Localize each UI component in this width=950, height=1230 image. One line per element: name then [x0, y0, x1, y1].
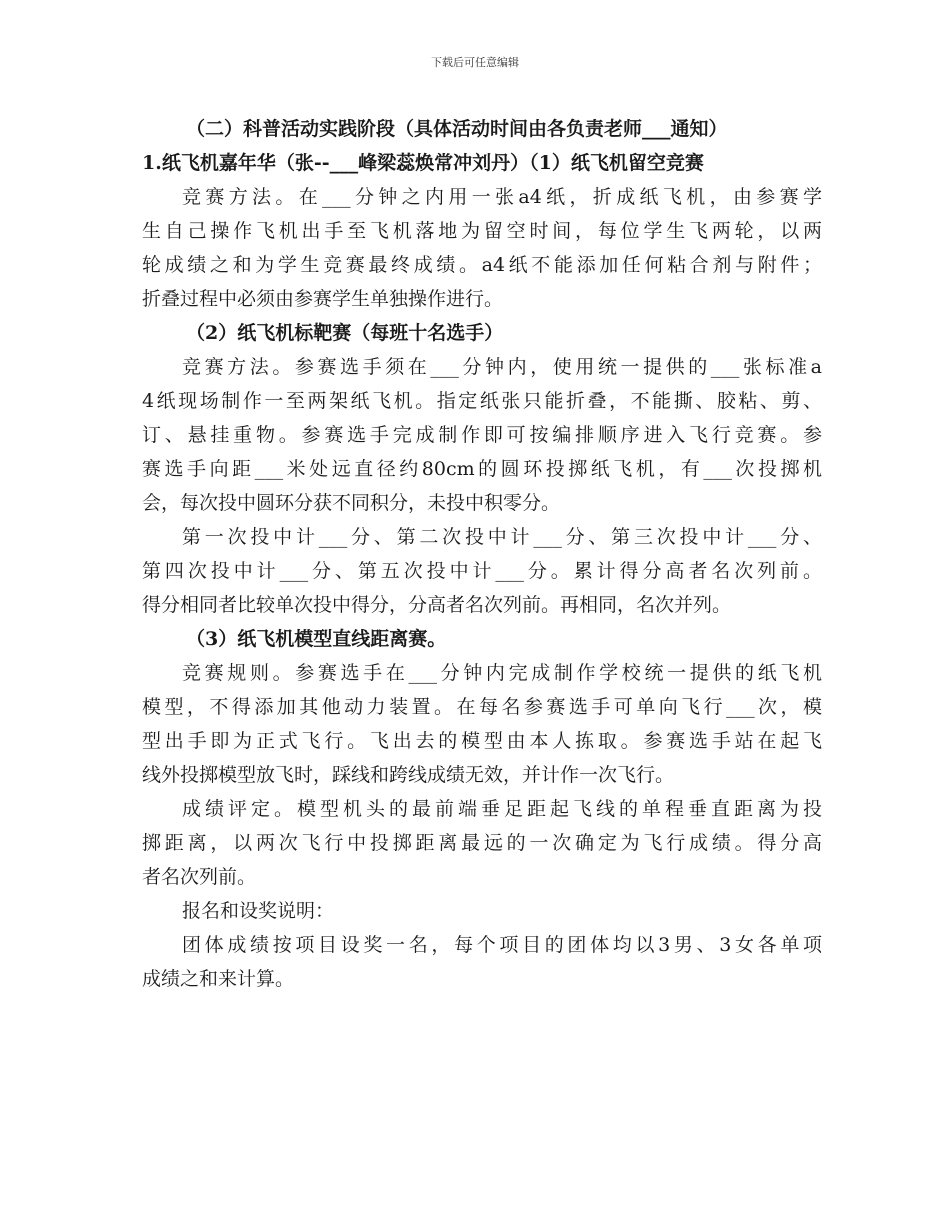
subsection-heading: （2）纸飞机标靶赛（每班十名选手） — [186, 322, 504, 344]
paragraph-line: 报名和设奖说明： — [182, 900, 335, 922]
paragraph-line: 竞赛规则。参赛选手在___分钟内完成制作学校统一提供的纸飞机 — [182, 662, 822, 684]
paragraph-line: 竞赛方法。参赛选手须在___分钟内，使用统一提供的___张标准a — [182, 356, 822, 378]
paragraph-line: 竞赛方法。在___分钟之内用一张a4纸，折成纸飞机，由参赛学 — [182, 186, 822, 208]
subsection-heading: （3）纸飞机模型直线距离赛。 — [186, 628, 447, 650]
subsection-heading: 1.纸飞机嘉年华（张--___峰梁蕊焕常冲刘丹）（1）纸飞机留空竞赛 — [142, 152, 704, 174]
paragraph-line: 型出手即为正式飞行。飞出去的模型由本人拣取。参赛选手站在起飞 — [142, 730, 822, 752]
page-header-note: 下载后可任意编辑 — [431, 56, 519, 69]
paragraph-line: 得分相同者比较单次投中得分，分高者名次列前。再相同，名次并列。 — [142, 594, 732, 616]
paragraph-line: 者名次列前。 — [142, 866, 257, 888]
paragraph-line: 掷距离，以两次飞行中投掷距离最远的一次确定为飞行成绩。得分高 — [142, 832, 822, 854]
paragraph-line: 折叠过程中必须由参赛学生单独操作进行。 — [142, 288, 504, 310]
section-heading: （二）科普活动实践阶段（具体活动时间由各负责老师___通知） — [186, 118, 728, 140]
paragraph-line: 第四次投中计___分、第五次投中计___分。累计得分高者名次列前。 — [142, 560, 822, 582]
document-body — [142, 112, 822, 996]
paragraph-line: 赛选手向距___米处远直径约80cm的圆环投掷纸飞机，有___次投掷机 — [142, 458, 822, 480]
paragraph-line: 会，每次投中圆环分获不同积分，未投中积零分。 — [142, 492, 561, 514]
paragraph-line: 成绩评定。模型机头的最前端垂足距起飞线的单程垂直距离为投 — [182, 798, 822, 820]
paragraph-line: 模型，不得添加其他动力装置。在每名参赛选手可单向飞行___次，模 — [142, 696, 822, 718]
paragraph-line: 4纸现场制作一至两架纸飞机。指定纸张只能折叠，不能撕、胶粘、剪、 — [142, 390, 822, 412]
paragraph-line: 成绩之和来计算。 — [142, 968, 295, 990]
paragraph-line: 轮成绩之和为学生竞赛最终成绩。a4纸不能添加任何粘合剂与附件； — [142, 254, 822, 276]
paragraph-line: 线外投掷模型放飞时，踩线和跨线成绩无效，并计作一次飞行。 — [142, 764, 675, 786]
paragraph-line: 生自己操作飞机出手至飞机落地为留空时间，每位学生飞两轮，以两 — [142, 220, 822, 242]
paragraph-line: 第一次投中计___分、第二次投中计___分、第三次投中计___分、 — [182, 526, 822, 548]
paragraph-line: 团体成绩按项目设奖一名，每个项目的团体均以3男、3女各单项 — [182, 934, 822, 956]
paragraph-line: 订、悬挂重物。参赛选手完成制作即可按编排顺序进入飞行竞赛。参 — [142, 424, 822, 446]
